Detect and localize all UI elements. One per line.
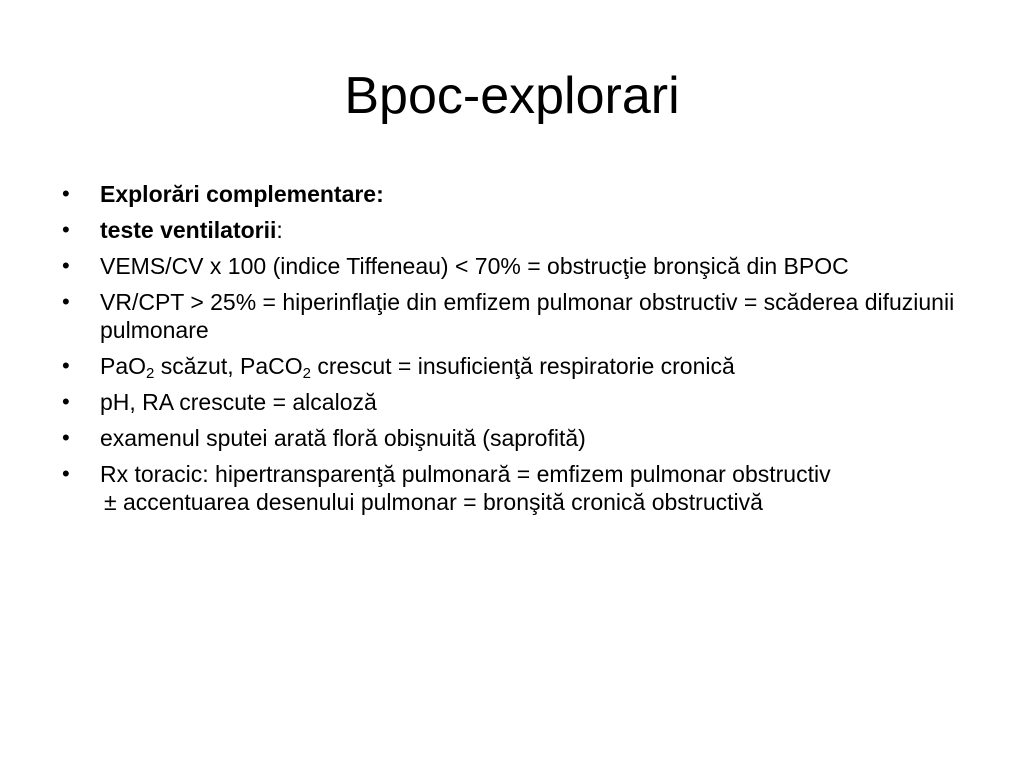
bullet-item-vr-cpt: [60, 288, 960, 344]
bullet-text: crescut = insuficienţă respiratorie cronică: [311, 353, 735, 379]
bullet-dot: •: [62, 461, 70, 486]
bullet-dot: •: [62, 253, 70, 278]
bullet-text: :: [276, 217, 283, 243]
bullet-text: Rx toracic: hipertransparenţă pulmonară = emfizem pulmonar obstructiv: [100, 461, 831, 487]
subscript: 2: [302, 365, 311, 382]
bullet-item-vems: [60, 252, 960, 280]
bullet-text: examenul sputei arată floră obişnuită (saprofită): [100, 425, 586, 451]
bullet-text: VR/CPT > 25% = hiperinflaţie din emfizem pulmonar obstructiv = scăderea difuziunii pulmonare: [100, 289, 955, 343]
bullet-text: scăzut, PaCO: [154, 353, 303, 379]
bullet-item-explorari: [60, 180, 960, 208]
bullet-item-sputa: [60, 424, 960, 452]
bullet-text-bold: Explorări complementare:: [100, 181, 384, 207]
bullet-text: PaO: [100, 353, 147, 379]
bullet-text: VEMS/CV x 100 (indice Tiffeneau) < 70% = obstrucţie bronşică din BPOC: [100, 253, 849, 279]
bullet-text-continuation: ± accentuarea desenului pulmonar = bronşită cronică obstructivă: [104, 489, 763, 515]
bullet-list: [60, 180, 960, 524]
bullet-dot: •: [62, 425, 70, 450]
bullet-dot: •: [62, 353, 70, 378]
bullet-item-pao2: [60, 352, 960, 380]
bullet-item-rx: [60, 460, 960, 516]
bullet-item-teste: [60, 216, 960, 244]
slide-title: Bpoc-explorari: [344, 67, 680, 125]
bullet-item-ph: [60, 388, 960, 416]
bullet-text-bold: teste ventilatorii: [100, 217, 277, 243]
subscript: 2: [146, 365, 155, 382]
bullet-dot: •: [62, 289, 70, 314]
bullet-dot: •: [62, 389, 70, 414]
bullet-dot: •: [62, 217, 70, 242]
bullet-text: pH, RA crescute = alcaloză: [100, 389, 377, 415]
bullet-dot: •: [62, 181, 70, 206]
